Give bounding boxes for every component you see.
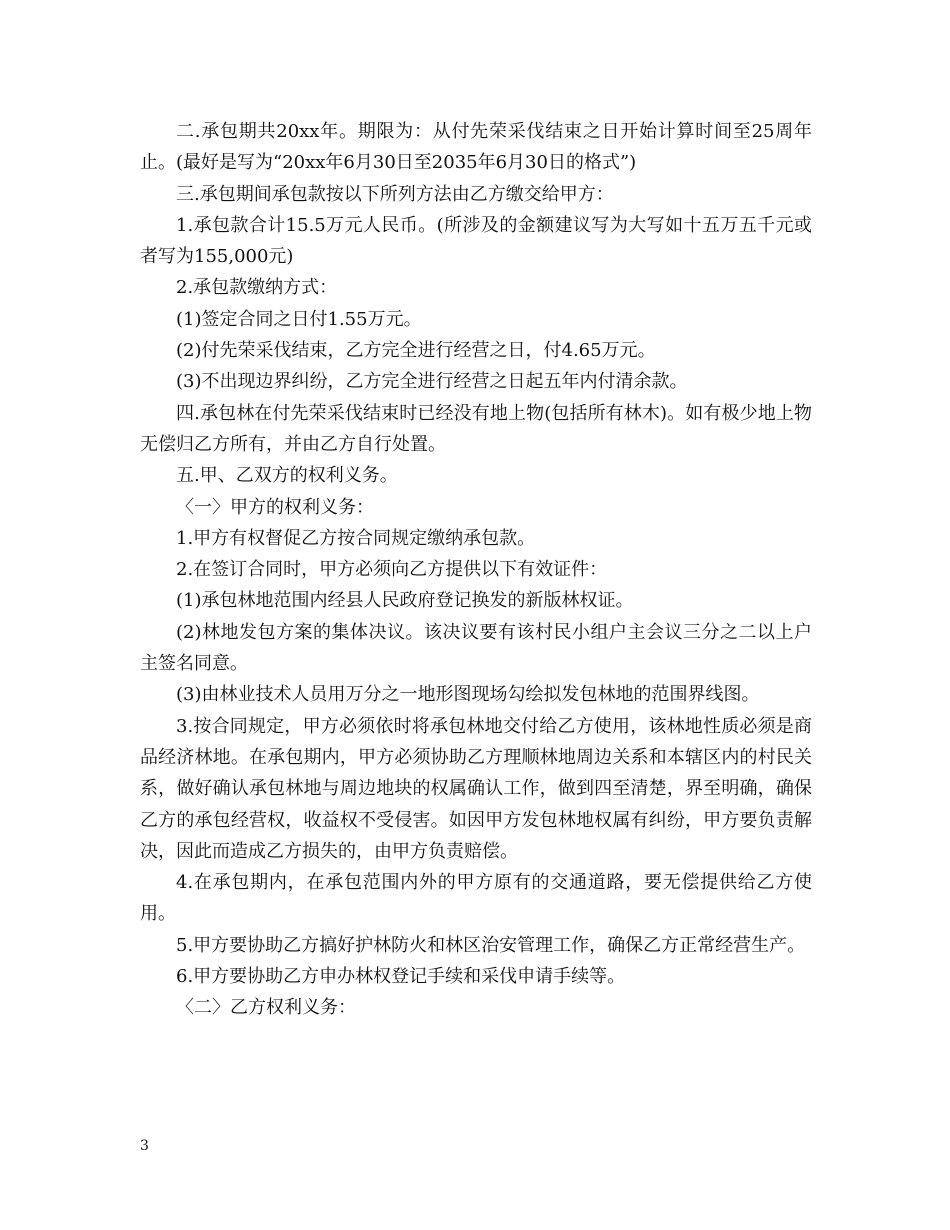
- paragraph-payment-item-1: (1)签定合同之日付1.55万元。: [176, 308, 422, 330]
- paragraph-payment-schedule: 2.承包款缴纳方式：: [176, 277, 338, 299]
- paragraph-payment-method-intro: 三.承包期间承包款按以下所列方法由乙方缴交给甲方：: [176, 183, 614, 205]
- page-number: 3: [140, 1138, 149, 1154]
- paragraph-above-ground-items: 四.承包林在付先荣采伐结束时已经没有地上物(包括所有林木)。如有极少地上物无偿归乙方所有，并由乙方自行处置。: [140, 402, 812, 455]
- paragraph-certificate-1: (1)承包林地范围内经县人民政府登记换发的新版林权证。: [176, 590, 634, 612]
- paragraph-party-b-heading: 〈二〉乙方权利义务：: [176, 997, 356, 1019]
- paragraph-total-amount: 1.承包款合计15.5万元人民币。(所涉及的金额建议写为大写如十五万五千元或者写为155,000元): [140, 214, 812, 268]
- paragraph-term: 二.承包期共20xx年。期限为：从付先荣采伐结束之日开始计算时间至25周年止。(最好是写为“20xx年6月30日至2035年6月30日的格式”): [140, 121, 812, 174]
- document-body: [140, 116, 812, 1024]
- paragraph-party-a-item-2: 2.在签订合同时，甲方必须向乙方提供以下有效证件：: [176, 559, 608, 581]
- paragraph-party-a-item-5: 5.甲方要协助乙方搞好护林防火和林区治安管理工作，确保乙方正常经营生产。: [176, 934, 806, 956]
- paragraph-party-a-item-1: 1.甲方有权督促乙方按合同规定缴纳承包款。: [176, 527, 536, 549]
- paragraph-party-a-item-4: 4.在承包期内，在承包范围内外的甲方原有的交通道路，要无偿提供给乙方使用。: [140, 872, 812, 925]
- paragraph-payment-item-2: (2)付先荣采伐结束，乙方完全进行经营之日，付4.65万元。: [176, 340, 656, 362]
- paragraph-certificate-2: (2)林地发包方案的集体决议。该决议要有该村民小组户主会议三分之二以上户主签名同意。: [140, 621, 812, 675]
- paragraph-party-a-item-3: 3.按合同规定，甲方必须依时将承包林地交付给乙方使用，该林地性质必须是商品经济林地。在承包期内，甲方必须协助乙方理顺林地周边关系和本辖区内的村民关系，做好确认承包林地与周边地块的权属确认工作，做到四至清楚，界至明确，确保乙方的承包经营权，收益权不受侵害。如因甲方发包林地权属有纠纷，甲方要负责解决，因此而造成乙方损失的，由甲方负责赔偿。: [140, 715, 812, 862]
- paragraph-payment-item-3: (3)不出现边界纠纷，乙方完全进行经营之日起五年内付清余款。: [176, 371, 688, 393]
- paragraph-party-a-item-6: 6.甲方要协助乙方申办林权登记手续和采伐申请手续等。: [176, 966, 626, 988]
- paragraph-rights-obligations-heading: 五.甲、乙双方的权利义务。: [176, 465, 398, 487]
- paragraph-certificate-3: (3)由林业技术人员用万分之一地形图现场勾绘拟发包林地的范围界线图。: [176, 684, 760, 706]
- paragraph-party-a-heading: 〈一〉甲方的权利义务：: [176, 496, 374, 518]
